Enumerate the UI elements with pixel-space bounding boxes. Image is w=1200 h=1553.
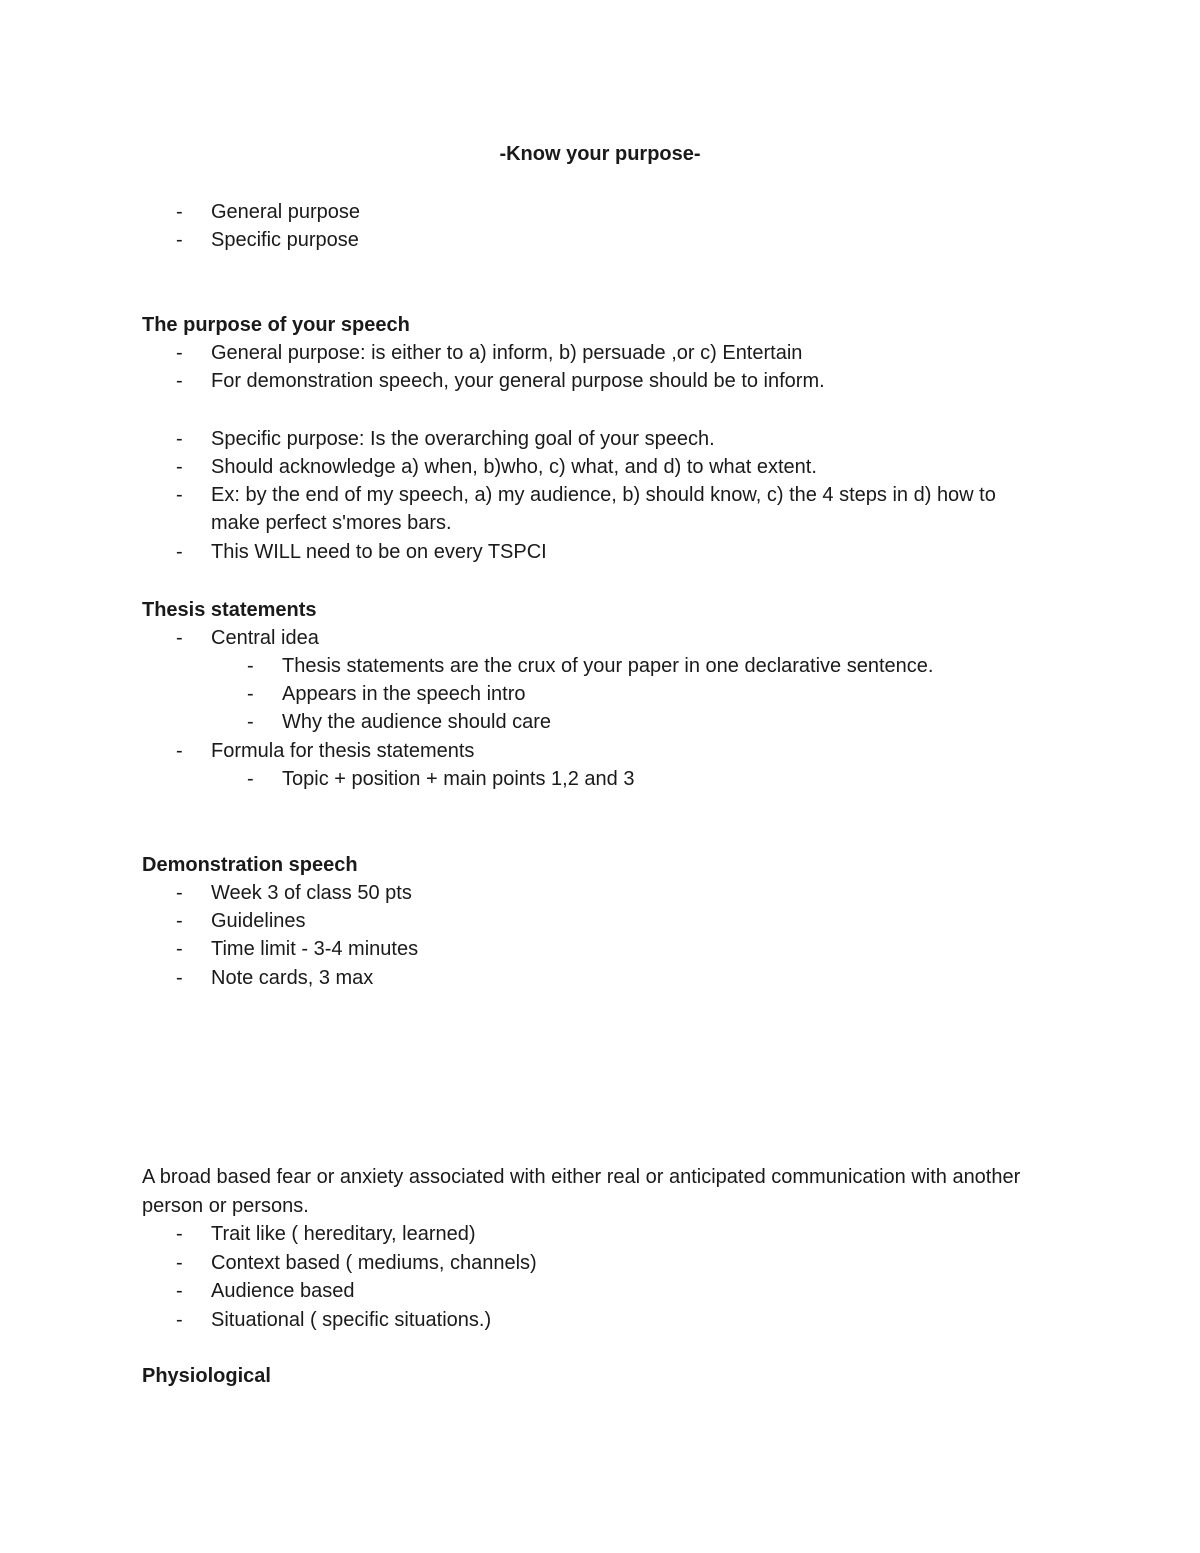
bullet-dash: -	[176, 201, 183, 223]
bullet-dash: -	[176, 1223, 183, 1245]
bullet-dash: -	[176, 740, 183, 762]
bullet-dash: -	[247, 768, 254, 790]
section-heading-purpose: The purpose of your speech	[142, 314, 410, 336]
bullet-dash: -	[176, 541, 183, 563]
list-item: For demonstration speech, your general purpose should be to inform.	[211, 370, 825, 392]
bullet-dash: -	[176, 229, 183, 251]
list-item: Note cards, 3 max	[211, 967, 374, 989]
list-item: Context based ( mediums, channels)	[211, 1252, 537, 1274]
bullet-dash: -	[176, 938, 183, 960]
sub-list-item: Thesis statements are the crux of your paper in one declarative sentence.	[282, 655, 934, 677]
section-heading-physiological: Physiological	[142, 1365, 271, 1387]
bullet-dash: -	[176, 456, 183, 478]
bullet-dash: -	[247, 655, 254, 677]
list-item: Formula for thesis statements	[211, 740, 475, 762]
bullet-dash: -	[176, 627, 183, 649]
list-item: Specific purpose	[211, 229, 359, 251]
list-item: Audience based	[211, 1280, 355, 1302]
sub-list-item: Why the audience should care	[282, 711, 552, 733]
bullet-dash: -	[176, 1280, 183, 1302]
list-item: Guidelines	[211, 910, 306, 932]
bullet-dash: -	[176, 428, 183, 450]
list-item-continuation: make perfect s'mores bars.	[211, 512, 452, 534]
sub-list-item: Appears in the speech intro	[282, 683, 526, 705]
list-item: General purpose: is either to a) inform, b) persuade ,or c) Entertain	[211, 342, 803, 364]
bullet-dash: -	[247, 683, 254, 705]
page-title: -Know your purpose-	[499, 143, 701, 165]
bullet-dash: -	[176, 967, 183, 989]
list-item: Ex: by the end of my speech, a) my audience, b) should know, c) the 4 steps in d) how to	[211, 484, 996, 506]
list-item: Situational ( specific situations.)	[211, 1309, 492, 1331]
bullet-dash: -	[176, 1309, 183, 1331]
section-heading-demo: Demonstration speech	[142, 854, 358, 876]
list-item: Time limit - 3-4 minutes	[211, 938, 419, 960]
list-item: Should acknowledge a) when, b)who, c) what, and d) to what extent.	[211, 456, 817, 478]
bullet-dash: -	[247, 711, 254, 733]
body-paragraph: A broad based fear or anxiety associated with either real or anticipated communication with another person or persons.	[142, 1166, 1021, 1217]
list-item: Specific purpose: Is the overarching goal of your speech.	[211, 428, 715, 450]
list-item: This WILL need to be on every TSPCI	[211, 541, 547, 563]
sub-list-item: Topic + position + main points 1,2 and 3	[282, 768, 635, 790]
section-heading-thesis: Thesis statements	[142, 599, 317, 621]
list-item: General purpose	[211, 201, 360, 223]
bullet-dash: -	[176, 484, 183, 506]
list-item: Trait like ( hereditary, learned)	[211, 1223, 476, 1245]
list-item: Week 3 of class 50 pts	[211, 882, 412, 904]
bullet-dash: -	[176, 342, 183, 364]
bullet-dash: -	[176, 370, 183, 392]
bullet-dash: -	[176, 882, 183, 904]
list-item: Central idea	[211, 627, 319, 649]
bullet-dash: -	[176, 1252, 183, 1274]
bullet-dash: -	[176, 910, 183, 932]
